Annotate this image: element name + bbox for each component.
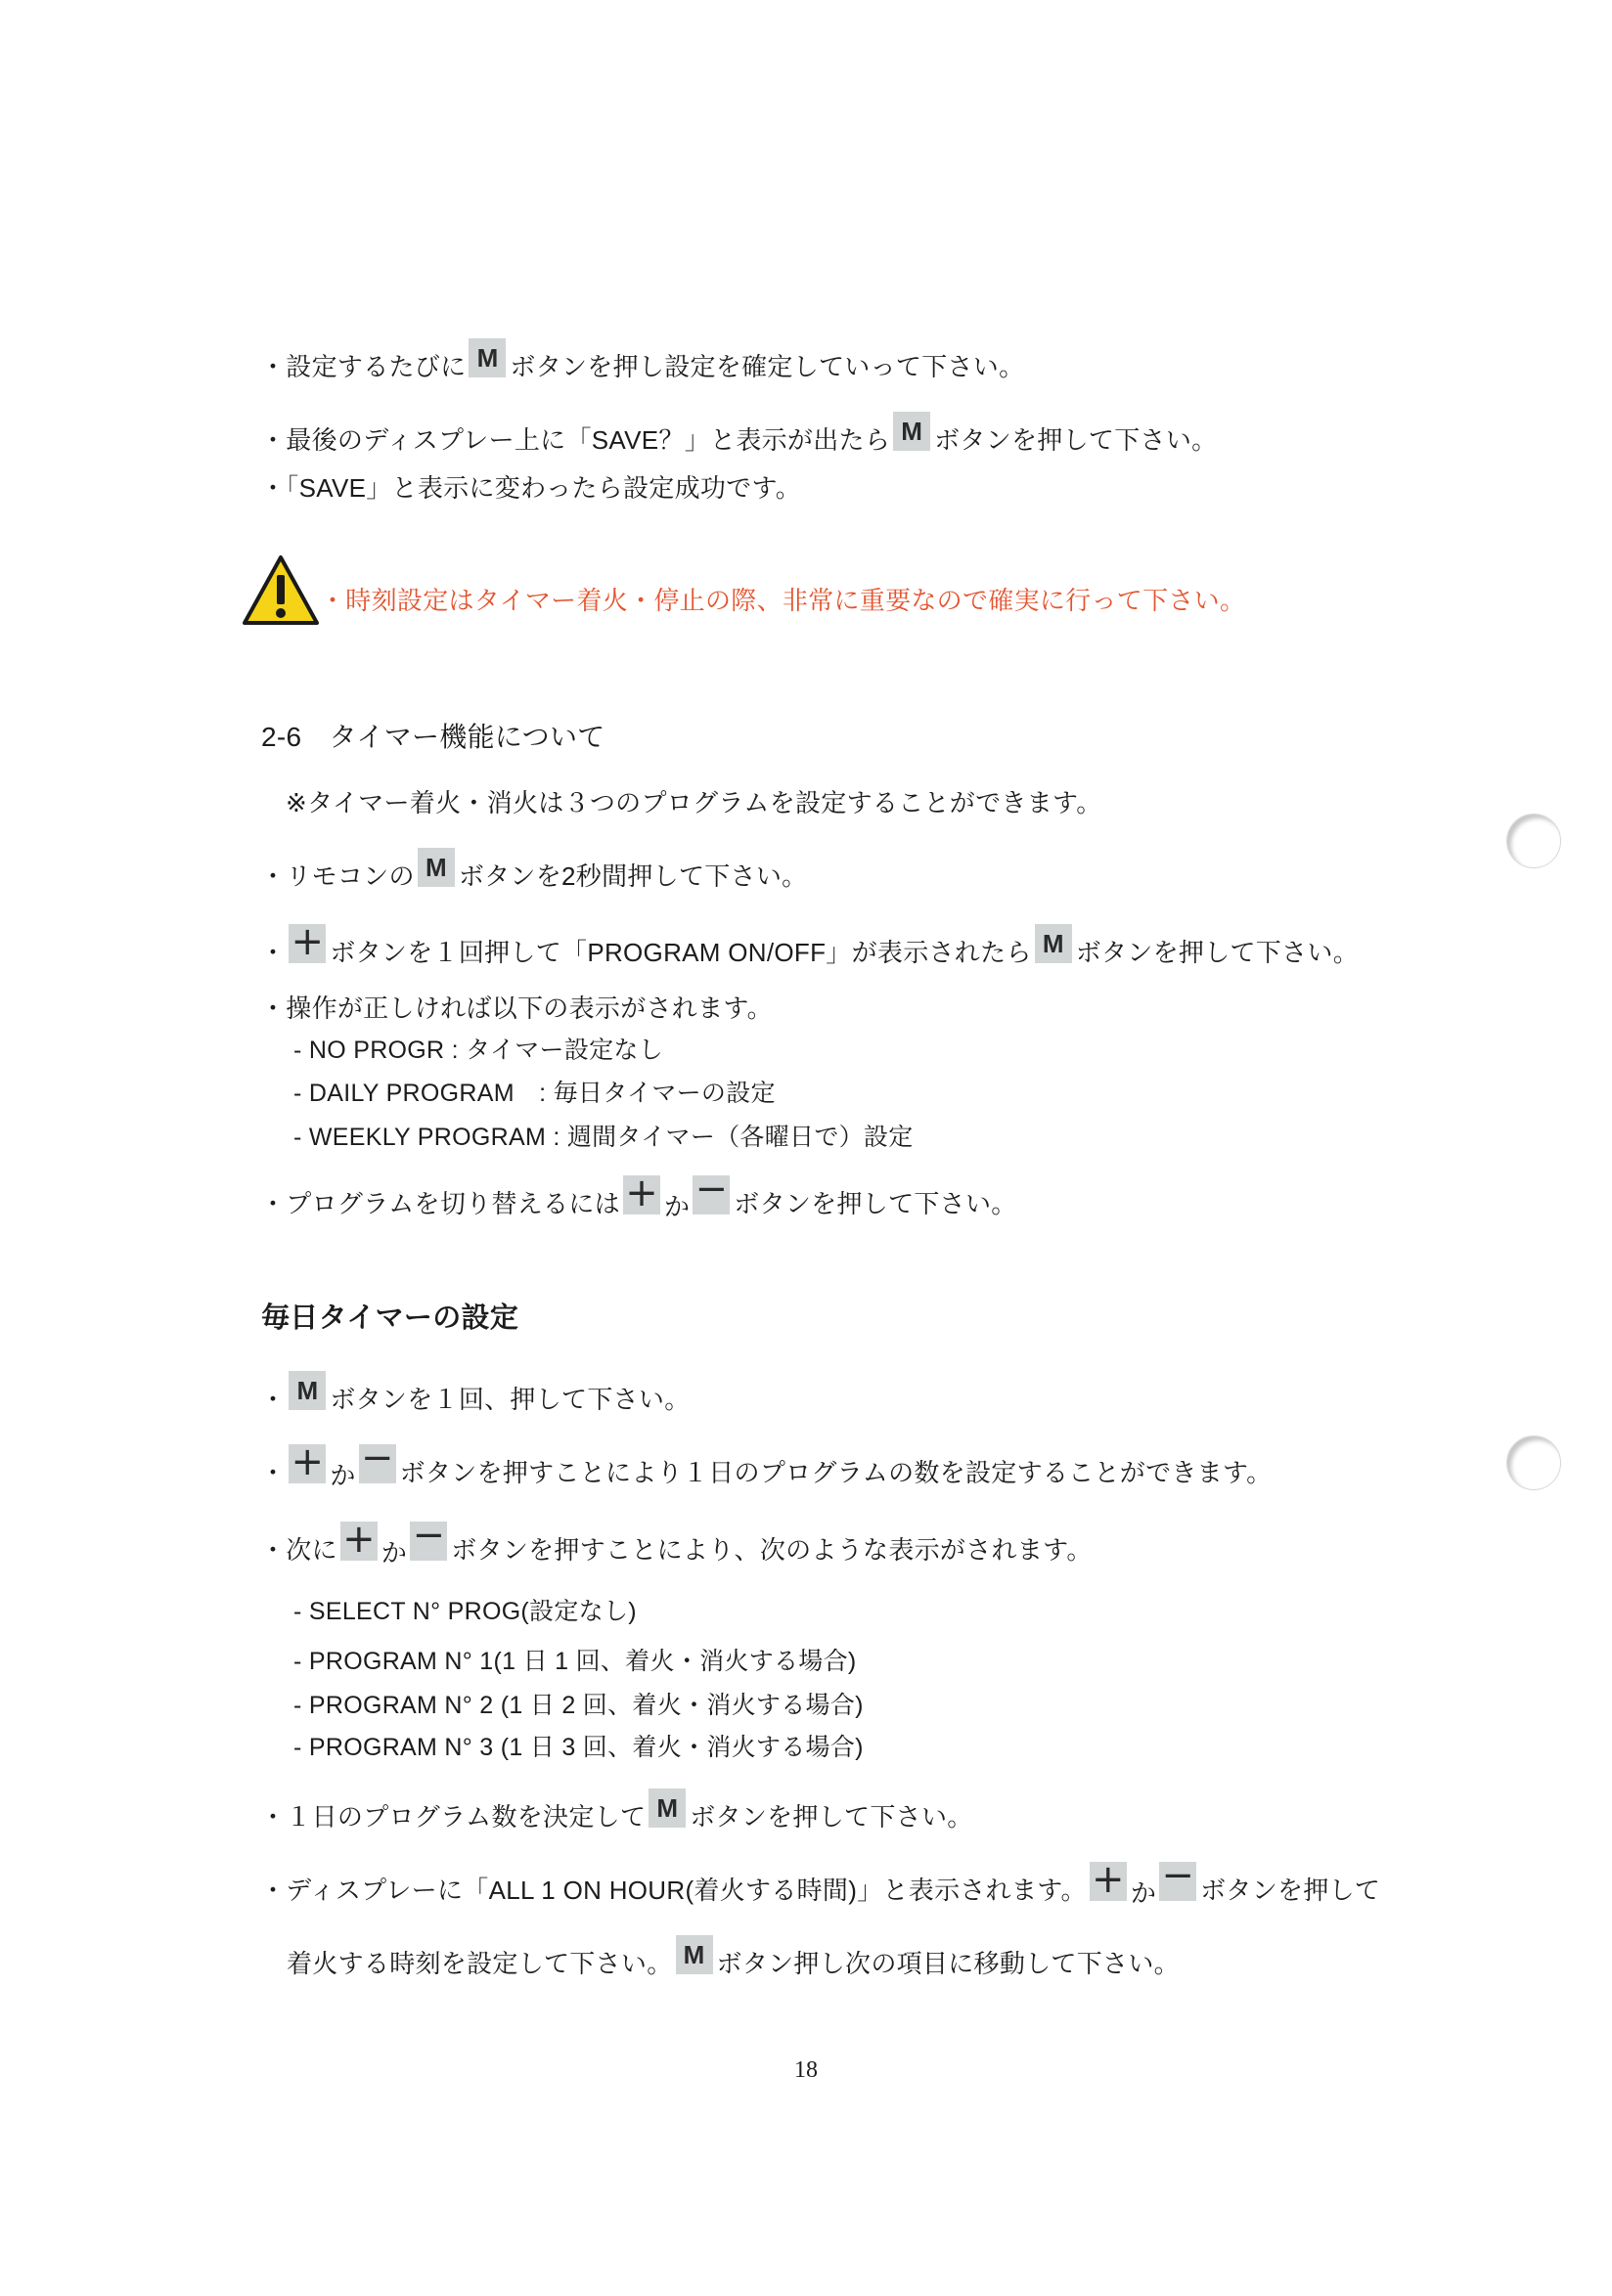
instruction-text: ボタンを押すことにより、次のような表示がされます。 — [451, 1535, 1093, 1565]
or-text: か — [381, 1538, 408, 1567]
m-button-icon: M — [676, 1935, 713, 1974]
minus-button-icon: − — [1159, 1862, 1196, 1901]
instruction-save-prompt — [260, 417, 1218, 460]
note-text: ※タイマー着火・消火は３つのプログラムを設定することができます。 — [286, 788, 1102, 817]
instruction-save-done — [260, 468, 801, 508]
warning-triangle-icon — [242, 553, 320, 627]
minus-button-icon: − — [693, 1175, 730, 1214]
instruction-text: ・１日のプログラム数を決定して — [260, 1802, 647, 1832]
warning-text: ・時刻設定はタイマー着火・停止の際、非常に重要なので確実に行って下さい。 — [320, 586, 1246, 615]
page-number: 18 — [794, 2057, 818, 2083]
plus-button-icon: + — [623, 1175, 660, 1214]
display-option-text: - DAILY PROGRAM : 毎日タイマーの設定 — [293, 1080, 776, 1107]
instruction-press-plus — [260, 919, 1360, 972]
minus-button-icon: − — [359, 1444, 396, 1483]
instruction-on-hour — [260, 1853, 1381, 1910]
instruction-text: ボタンを押すことにより１日のプログラムの数を設定することができます。 — [399, 1458, 1273, 1487]
program-option — [293, 1592, 637, 1631]
instruction-text: ・最後のディスプレー上に「SAVE？」と表示が出たら — [260, 425, 891, 455]
instruction-text: ボタンを2秒間押して下さい。 — [458, 861, 808, 891]
m-button-icon: M — [469, 338, 506, 377]
display-option-text: - WEEKLY PROGRAM : 週間タイマー（各曜日で）設定 — [293, 1124, 914, 1151]
instruction-press-m-once — [260, 1376, 691, 1419]
instruction-text: ボタンを押し設定を確定していって下さい。 — [510, 352, 1025, 381]
section-title — [261, 718, 605, 757]
punch-hole-mark — [1506, 814, 1561, 868]
instruction-text: ボタンを１回押して「PROGRAM ON/OFF」が表示されたら — [330, 938, 1032, 967]
program-option — [293, 1686, 864, 1725]
plus-button-icon: + — [340, 1522, 378, 1561]
instruction-text: ボタンを１回、押して下さい。 — [330, 1385, 691, 1414]
instruction-hold-m — [260, 853, 808, 896]
plus-button-icon: + — [1090, 1862, 1127, 1901]
m-button-icon: M — [418, 848, 455, 887]
instruction-text: ・操作が正しければ以下の表示がされます。 — [260, 993, 773, 1023]
program-option-text: - PROGRAM N° 3 (1 日 3 回、着火・消火する場合) — [293, 1734, 864, 1761]
section-title-text: 2-6 タイマー機能について — [261, 722, 605, 752]
or-text: か — [663, 1192, 691, 1221]
instruction-text: ・ — [260, 1458, 287, 1487]
instruction-text: ボタンを押して下さい。 — [934, 425, 1218, 455]
minus-button-icon: − — [410, 1522, 447, 1561]
instruction-text: ・リモコンの — [260, 861, 415, 891]
m-button-icon: M — [649, 1788, 686, 1828]
punch-hole-mark — [1506, 1435, 1561, 1490]
daily-timer-heading-text: 毎日タイマーの設定 — [261, 1303, 519, 1334]
display-option — [293, 1118, 914, 1157]
instruction-confirm-each-setting — [260, 343, 1025, 386]
m-button-icon: M — [289, 1371, 326, 1410]
program-option-text: - PROGRAM N° 1(1 日 1 回、着火・消火する場合) — [293, 1648, 857, 1675]
instruction-text: 着火する時刻を設定して下さい。 — [287, 1949, 673, 1978]
instruction-text: ・ディスプレーに「ALL 1 ON HOUR(着火する時間)」と表示されます。 — [260, 1876, 1087, 1905]
instruction-next — [260, 1513, 1093, 1569]
program-option — [293, 1642, 857, 1681]
instruction-set-time — [287, 1940, 1180, 1983]
display-option — [293, 1031, 663, 1070]
instruction-text: ボタンを押して下さい。 — [690, 1802, 973, 1832]
instruction-decide-count — [260, 1793, 973, 1836]
warning-message — [320, 581, 1245, 620]
instruction-switch-program — [260, 1167, 1017, 1223]
instruction-text: ボタンを押して下さい。 — [1075, 938, 1360, 967]
display-option — [293, 1074, 776, 1113]
display-option-text: - NO PROGR : タイマー設定なし — [293, 1037, 664, 1064]
instruction-text: ・「SAVE」と表示に変わったら設定成功です。 — [260, 473, 801, 503]
instruction-text: ・ — [260, 1385, 287, 1414]
or-text: か — [330, 1461, 356, 1490]
instruction-set-count — [260, 1435, 1273, 1492]
instruction-text: ・ — [260, 938, 287, 967]
instruction-text: ボタン押し次の項目に移動して下さい。 — [716, 1949, 1180, 1978]
daily-timer-heading — [261, 1299, 518, 1338]
instruction-text: ボタンを押して — [1200, 1876, 1381, 1905]
instruction-text: ・設定するたびに — [260, 352, 467, 381]
section-note — [286, 783, 1102, 822]
plus-button-icon: + — [289, 924, 326, 963]
program-option-text: - PROGRAM N° 2 (1 日 2 回、着火・消火する場合) — [293, 1692, 864, 1719]
m-button-icon: M — [893, 412, 930, 451]
instruction-text: ・次に — [260, 1535, 337, 1565]
or-text: か — [1130, 1878, 1157, 1908]
instruction-text: ・プログラムを切り替えるには — [260, 1189, 620, 1218]
m-button-icon: M — [1035, 924, 1072, 963]
program-option — [293, 1728, 864, 1767]
instruction-display-intro — [260, 989, 773, 1028]
instruction-text: ボタンを押して下さい。 — [734, 1189, 1017, 1218]
program-option-text: - SELECT N° PROG(設定なし) — [293, 1598, 637, 1625]
plus-button-icon: + — [289, 1444, 326, 1483]
